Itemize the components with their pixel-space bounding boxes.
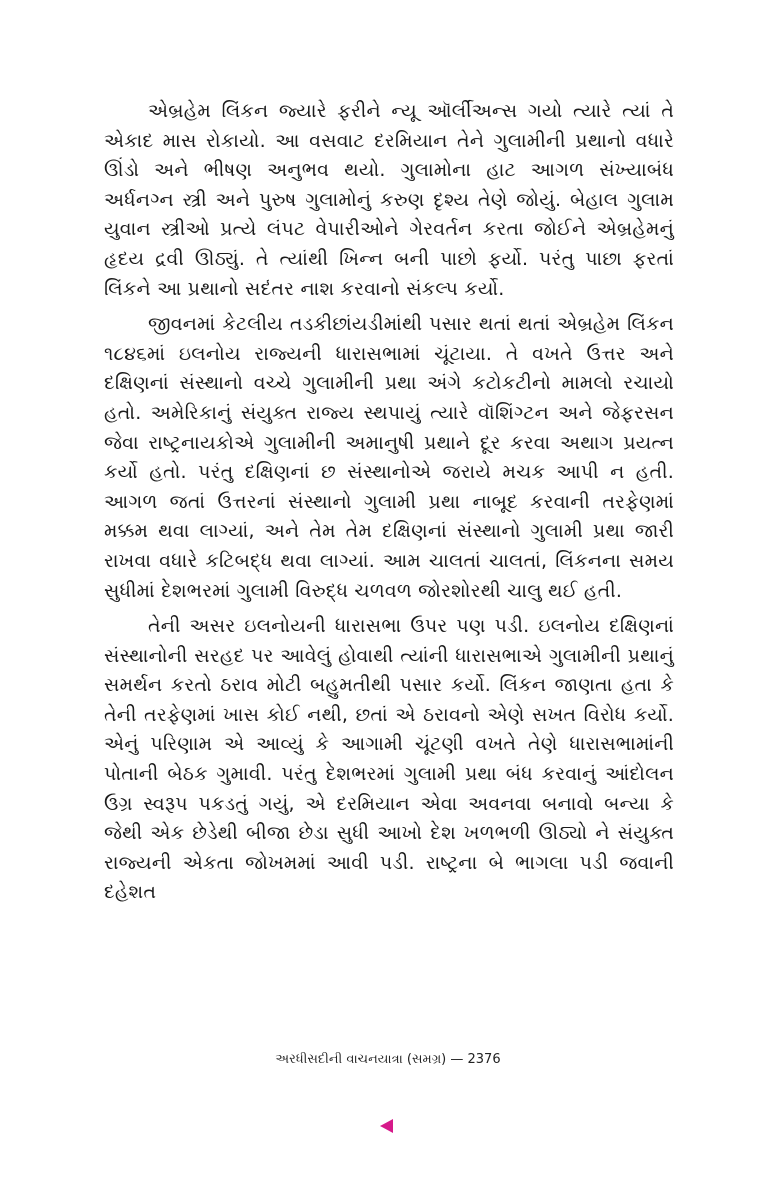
paragraph-2: જીવનમાં કેટલીય તડકીછાંયડીમાંથી પસાર થતાં થતાં એબ્રહેમ લિંકન ૧૮૪૬માં ઇલનોય રાજ્યની ધારાસભામાં ચૂંટાયા. તે વખતે ઉત્તર અને દક્ષિણનાં સંસ્થાનો વચ્ચે ગુલામીની પ્રથા અંગે કટોકટીનો મામલો રચાયો હતો. અમેરિકાનું સંયુક્ત રાજ્ય સ્થપાયું ત્યારે વૉશિંગ્ટન અને જેફરસન જેવા રાષ્ટ્રનાયકોએ ગુલામીની અમાનુષી પ્રથાને દૂર કરવા અથાગ પ્રયત્ન કર્યો હતો. પરંતુ દક્ષિણનાં છ સંસ્થાનોએ જરાયે મચક આપી ન હતી. આગળ જતાં ઉત્તરનાં સંસ્થાનો ગુલામી પ્રથા નાબૂદ કરવાની તરફેણમાં મક્કમ થવા લાગ્યાં, અને તેમ તેમ દક્ષિણનાં સંસ્થાનો ગુલામી પ્રથા જારી રાખવા વધારે કટિબદ્ધ થવા લાગ્યાં. આમ ચાલતાં ચાલતાં, લિંકનના સમય સુધીમાં દેશભરમાં ગુલામી વિરુદ્ધ ચળવળ જોરશોરથી ચાલુ થઈ હતી.	[104, 313, 674, 602]
body-text	[104, 97, 674, 914]
paragraph-3: તેની અસર ઇલનોયની ધારાસભા ઉપર પણ પડી. ઇલનોય દક્ષિણનાં સંસ્થાનોની સરહદ પર આવેલું હોવાથી ત્યાંની ધારાસભાએ ગુલામીની પ્રથાનું સમર્થન કરતો ઠરાવ મોટી બહુમતીથી પસાર કર્યો. લિંકન જાણતા હતા કે તેની તરફેણમાં ખાસ કોઈ નથી, છતાં એ ઠરાવનો એણે સખત વિરોધ કર્યો. એનું પરિણામ એ આવ્યું કે આગામી ચૂંટણી વખતે તેણે ધારાસભામાંની પોતાની બેઠક ગુમાવી. પરંતુ દેશભરમાં ગુલામી પ્રથા બંધ કરવાનું આંદોલન ઉગ્ર સ્વરૂપ પકડતું ગયું, એ દરમિયાન એવા અવનવા બનાવો બન્યા કે જેથી એક છેડેથી બીજા છેડા સુધી આખો દેશ ખળભળી ઊઠ્યો ને સંયુક્ત રાજ્યની એકતા જોખમમાં આવી પડી. રાષ્ટ્રના બે ભાગલા પડી જવાની દહેશત	[104, 615, 674, 904]
previous-page-arrow-icon[interactable]	[380, 1119, 393, 1133]
page-footer: અરધીસદીની વાચનયાત્રા (સમગ્ર) — 2376	[275, 1052, 501, 1067]
paragraph-1: એબ્રહેમ લિંકન જ્યારે ફરીને ન્યૂ ઑર્લીઅન્સ ગયો ત્યારે ત્યાં તે એકાદ માસ રોકાયો. આ વસવાટ દરમિયાન તેને ગુલામીની પ્રથાનો વધારે ઊંડો અને ભીષણ અનુભવ થયો. ગુલામોના હાટ આગળ સંખ્યાબંધ અર્ધનગ્ન સ્ત્રી અને પુરુષ ગુલામોનું કરુણ દૃશ્ય તેણે જોયું. બેહાલ ગુલામ યુવાન સ્ત્રીઓ પ્રત્યે લંપટ વેપારીઓને ગેરવર્તન કરતા જોઈને એબ્રહેમનું હૃદય દ્રવી ઊઠ્યું. તે ત્યાંથી ખિન્ન બની પાછો ફર્યો. પરંતુ પાછા ફરતાં લિંકને આ પ્રથાનો સદંતર નાશ કરવાનો સંકલ્પ કર્યો.	[104, 100, 674, 300]
